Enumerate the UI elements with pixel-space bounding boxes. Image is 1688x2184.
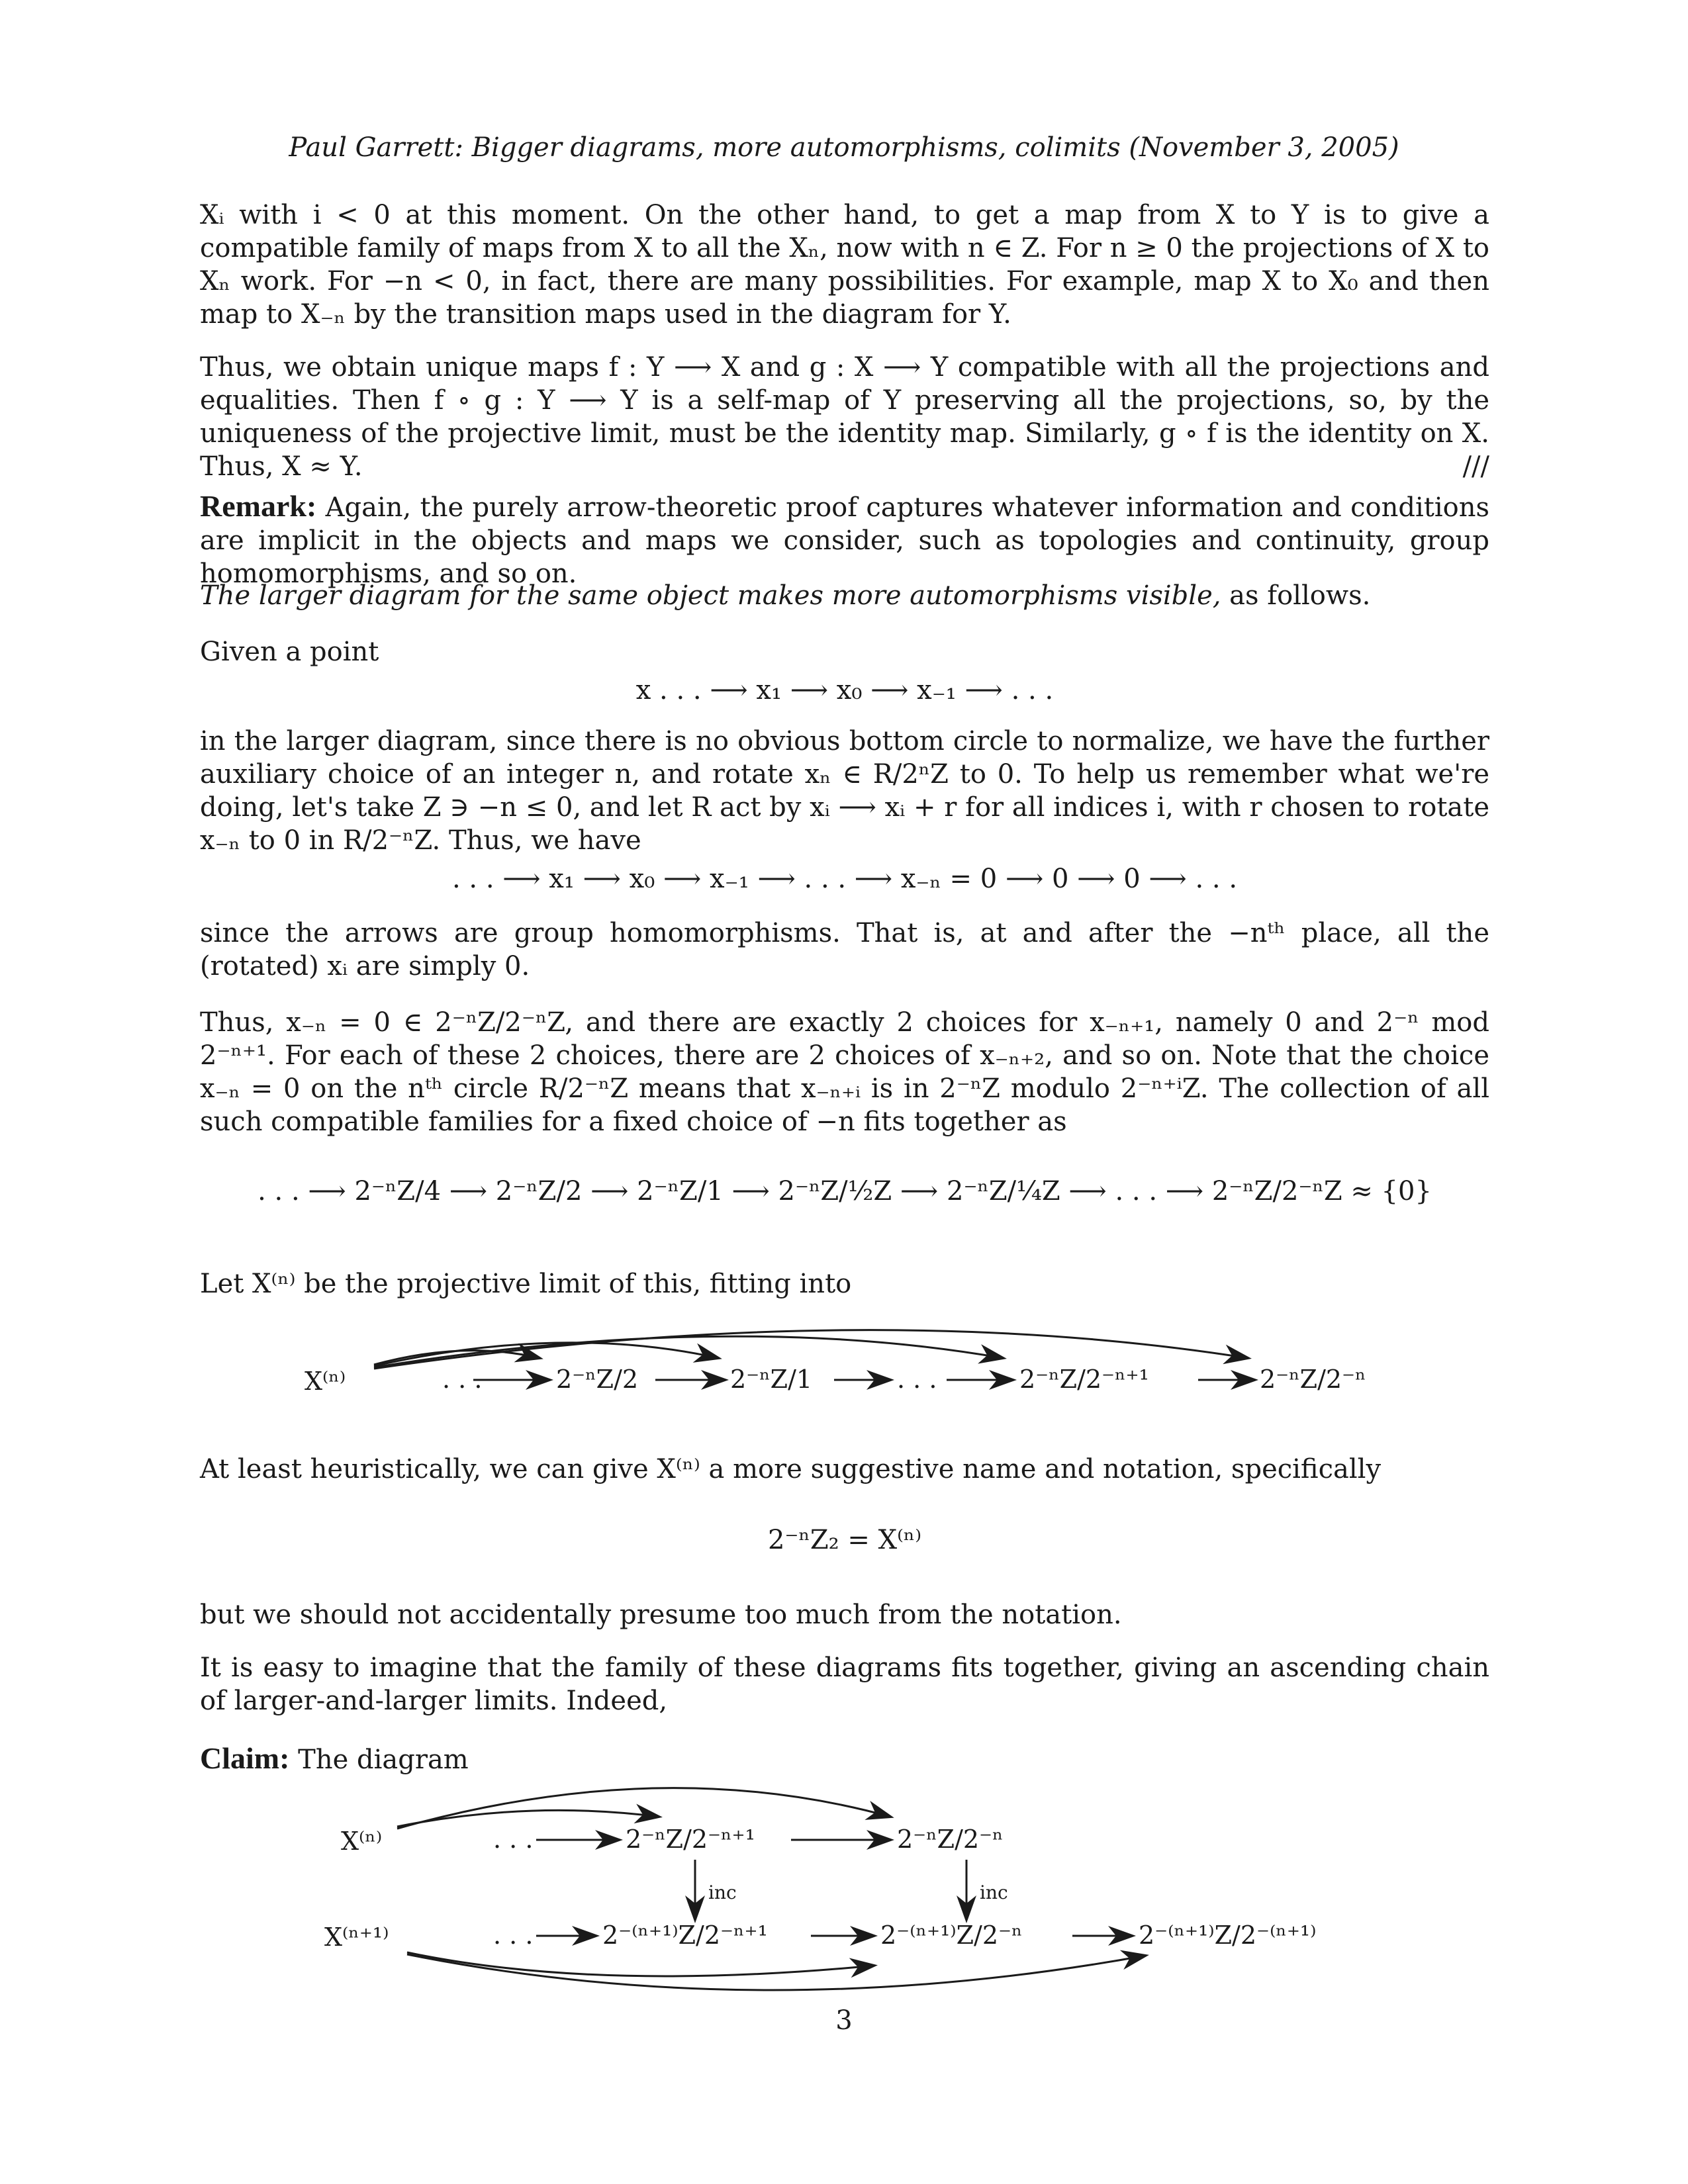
paragraph-8: Let X⁽ⁿ⁾ be the projective limit of this, fitting into — [200, 1269, 852, 1299]
paragraph-9: At least heuristically, we can give X⁽ⁿ⁾ a more suggestive name and notation, specifically — [200, 1454, 1382, 1484]
equation-2: . . . ⟶ x₁ ⟶ x₀ ⟶ x₋₁ ⟶ . . . ⟶ x₋ₙ = 0 ⟶ 0 ⟶ 0 ⟶ . . . — [451, 864, 1238, 894]
d2-inc-label-2: inc — [980, 1882, 1008, 1903]
equation-4: 2⁻ⁿZ₂ = X⁽ⁿ⁾ — [767, 1525, 922, 1555]
paragraph-6: since the arrows are group homomorphisms. That is, at and after the −nᵗʰ place, all the (rotated) xᵢ are simply 0. — [200, 918, 1489, 981]
paragraph-3-tail: as follows. — [1221, 580, 1371, 611]
d2-top-curve-2 — [397, 1788, 890, 1829]
paragraph-7: Thus, x₋ₙ = 0 ∈ 2⁻ⁿZ/2⁻ⁿZ, and there are exactly 2 choices for x₋ₙ₊₁, namely 0 and 2⁻ⁿ mod 2⁻ⁿ⁺¹. For each of these 2 choices, there are 2 choices of x₋ₙ₊₂, and so on. Note that the choice x₋ₙ = 0 on the nᵗʰ circle R/2⁻ⁿZ means that x₋ₙ₊ᵢ is in 2⁻ⁿZ modulo 2⁻ⁿ⁺ⁱZ. The collection of all such compatible families for a fixed choice of −n fits together as — [200, 1007, 1489, 1137]
paragraph-1: Xᵢ with i < 0 at this moment. On the other hand, to get a map from X to Y is to give a compatible family of maps from X to all the Xₙ, now with n ∈ Z. For n ≥ 0 the projections of X to Xₙ work. For −n < 0, in fact, there are many possibilities. For example, map X to X₀ and then map to X₋ₙ by the transition maps used in the diagram for Y. — [200, 200, 1489, 330]
d1-dots: . . . — [442, 1365, 483, 1394]
d1-node-5: 2⁻ⁿZ/2⁻ⁿ — [1260, 1365, 1366, 1394]
qed-mark: /// — [1462, 451, 1489, 482]
paragraph-10: but we should not accidentally presume too much from the notation. — [200, 1600, 1122, 1630]
d2-bottom-source: X⁽ⁿ⁺¹⁾ — [324, 1923, 389, 1952]
page-number: 3 — [835, 2005, 853, 2036]
d2-top-source: X⁽ⁿ⁾ — [341, 1827, 383, 1856]
d2-top-node-2: 2⁻ⁿZ/2⁻ⁿ — [897, 1825, 1004, 1854]
d1-source: X⁽ⁿ⁾ — [305, 1367, 346, 1396]
equation-1: x . . . ⟶ x₁ ⟶ x₀ ⟶ x₋₁ ⟶ . . . — [635, 675, 1054, 705]
claim-label: Claim: — [200, 1741, 290, 1775]
d2-inc-label-1: inc — [708, 1882, 737, 1903]
claim-text: The diagram — [298, 1745, 469, 1775]
d2-bottom-node-3: 2⁻⁽ⁿ⁺¹⁾Z/2⁻⁽ⁿ⁺¹⁾ — [1139, 1921, 1317, 1950]
d2-top-dots: . . . — [493, 1825, 534, 1854]
d1-node-4: 2⁻ⁿZ/2⁻ⁿ⁺¹ — [1019, 1365, 1149, 1394]
d1-node-2: 2⁻ⁿZ/1 — [730, 1365, 813, 1394]
paragraph-11: It is easy to imagine that the family of these diagrams fits together, giving an ascending chain of larger-and-larger limits. Indeed, — [200, 1653, 1489, 1716]
d2-top-node-1: 2⁻ⁿZ/2⁻ⁿ⁺¹ — [626, 1825, 755, 1854]
d1-node-1: 2⁻ⁿZ/2 — [556, 1365, 639, 1394]
remark-text: Again, the purely arrow-theoretic proof captures whatever information and conditions are implicit in the objects and maps we consider, such as topologies and continuity, group homomorphisms, and so on. — [200, 492, 1489, 589]
paragraph-4: Given a point — [200, 637, 379, 667]
remark-label: Remark: — [200, 489, 317, 523]
d2-bottom-node-2: 2⁻⁽ⁿ⁺¹⁾Z/2⁻ⁿ — [880, 1921, 1023, 1950]
d1-node-3: . . . — [897, 1365, 937, 1394]
paragraph-2-text: Thus, we obtain unique maps f : Y ⟶ X and g : X ⟶ Y compatible with all the projections and equalities. Then f ∘ g : Y ⟶ Y is a self-map of Y preserving all the projections, so, by the uniqueness of the projective limit, must be the identity map. Similarly, g ∘ f is the identity on X. Thus, X ≈ Y. — [200, 352, 1489, 482]
d2-bottom-dots: . . . — [493, 1921, 534, 1950]
d2-bot-curve-1 — [407, 1952, 874, 1976]
d2-bottom-node-1: 2⁻⁽ⁿ⁺¹⁾Z/2⁻ⁿ⁺¹ — [602, 1921, 768, 1950]
paragraph-5: in the larger diagram, since there is no obvious bottom circle to normalize, we have the further auxiliary choice of an integer n, and rotate xₙ ∈ R/2ⁿZ to 0. To help us remember what we're doing, let's take Z ∋ −n ≤ 0, and let R act by xᵢ ⟶ xᵢ + r for all indices i, with r chosen to rotate x₋ₙ to 0 in R/2⁻ⁿZ. Thus, we have — [200, 726, 1489, 856]
paragraph-3-emph: The larger diagram for the same object makes more automorphisms visible, — [200, 580, 1221, 611]
equation-3: . . . ⟶ 2⁻ⁿZ/4 ⟶ 2⁻ⁿZ/2 ⟶ 2⁻ⁿZ/1 ⟶ 2⁻ⁿZ/½Z ⟶ 2⁻ⁿZ/¼Z ⟶ . . . ⟶ 2⁻ⁿZ/2⁻ⁿZ ≈ {0} — [258, 1176, 1432, 1206]
running-header: Paul Garrett: Bigger diagrams, more automorphisms, colimits (November 3, 2005) — [289, 132, 1399, 163]
